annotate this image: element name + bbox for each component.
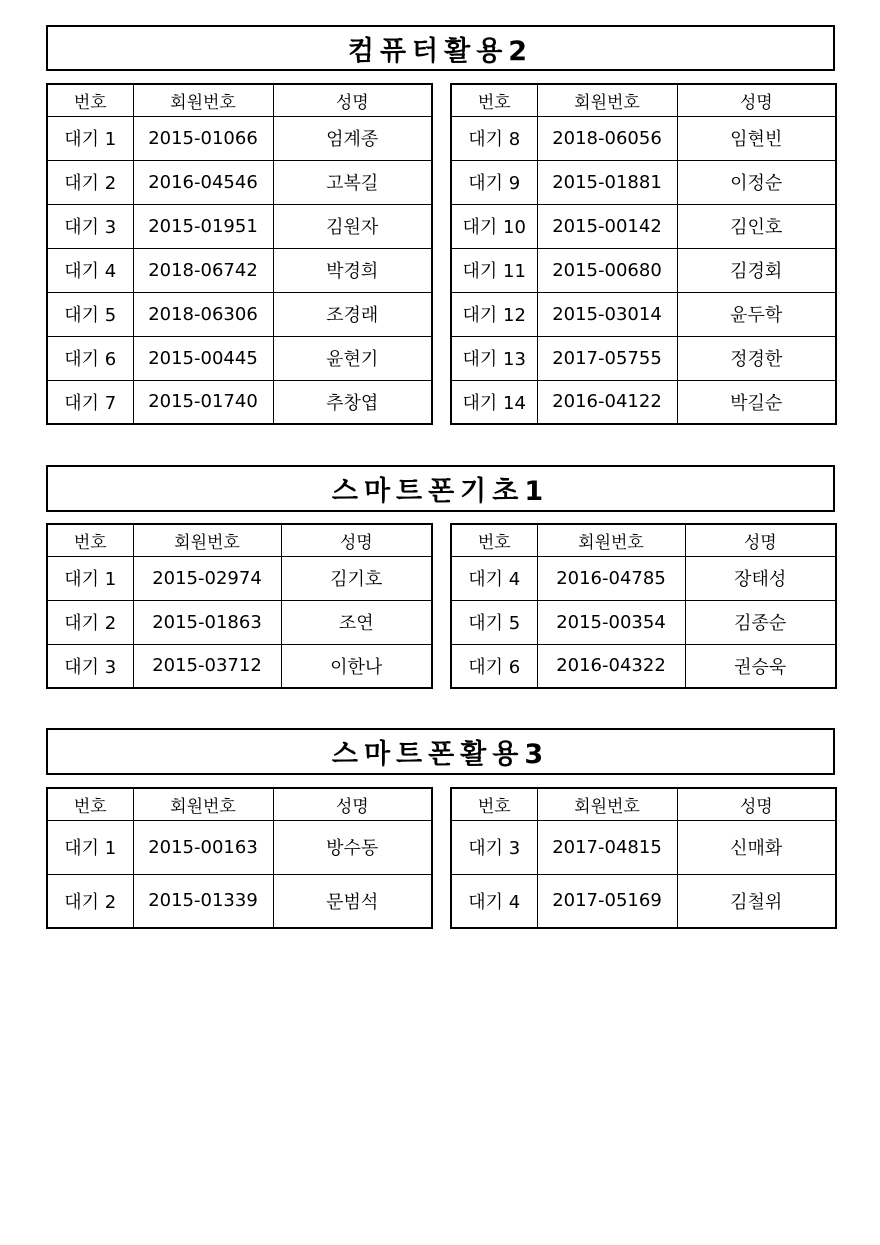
member-id-cell: 2016-04546 — [133, 160, 273, 204]
name-cell: 김인호 — [677, 204, 836, 248]
name-cell: 조경래 — [273, 292, 432, 336]
table-header-row — [451, 524, 836, 556]
name-cell: 방수동 — [273, 820, 432, 874]
number-cell: 대기 3 — [451, 820, 537, 874]
member-id-cell: 2017-04815 — [537, 820, 677, 874]
name-cell: 김경회 — [677, 248, 836, 292]
table-row — [451, 874, 836, 928]
name-cell: 김철위 — [677, 874, 836, 928]
header-number: 번호 — [47, 524, 133, 556]
name-cell: 문범석 — [273, 874, 432, 928]
number-cell: 대기 1 — [47, 556, 133, 600]
section-smartphone-basics-1 — [46, 465, 835, 690]
section-computer-use-2 — [46, 25, 835, 427]
table-header-row — [47, 84, 432, 116]
header-member-id: 회원번호 — [133, 788, 273, 820]
name-cell: 정경한 — [677, 336, 836, 380]
member-id-cell: 2015-01740 — [133, 380, 273, 424]
name-cell: 윤현기 — [273, 336, 432, 380]
header-name: 성명 — [677, 788, 836, 820]
number-cell: 대기 6 — [451, 644, 537, 688]
member-id-cell: 2015-03712 — [133, 644, 281, 688]
header-name: 성명 — [273, 84, 432, 116]
number-cell: 대기 9 — [451, 160, 537, 204]
number-cell: 대기 8 — [451, 116, 537, 160]
table-row — [451, 248, 836, 292]
name-cell: 박길순 — [677, 380, 836, 424]
header-name: 성명 — [273, 788, 432, 820]
member-id-cell: 2015-01881 — [537, 160, 677, 204]
table-row — [47, 820, 432, 874]
table-row — [451, 600, 836, 644]
header-name: 성명 — [281, 524, 432, 556]
number-cell: 대기 5 — [47, 292, 133, 336]
number-cell: 대기 1 — [47, 820, 133, 874]
member-id-cell: 2018-06742 — [133, 248, 273, 292]
member-id-cell: 2016-04785 — [537, 556, 685, 600]
member-id-cell: 2017-05755 — [537, 336, 677, 380]
member-id-cell: 2015-02974 — [133, 556, 281, 600]
name-cell: 권승욱 — [685, 644, 836, 688]
table-header-row — [451, 788, 836, 820]
header-name: 성명 — [685, 524, 836, 556]
header-name: 성명 — [677, 84, 836, 116]
number-cell: 대기 2 — [47, 600, 133, 644]
table-row — [47, 292, 432, 336]
header-number: 번호 — [451, 788, 537, 820]
name-cell: 장태성 — [685, 556, 836, 600]
member-id-cell: 2015-01339 — [133, 874, 273, 928]
number-cell: 대기 14 — [451, 380, 537, 424]
header-member-id: 회원번호 — [537, 788, 677, 820]
waitlist-table-left — [46, 787, 433, 929]
name-cell: 신매화 — [677, 820, 836, 874]
table-row — [451, 644, 836, 688]
name-cell: 박경희 — [273, 248, 432, 292]
number-cell: 대기 2 — [47, 160, 133, 204]
number-cell: 대기 4 — [47, 248, 133, 292]
waitlist-table-right — [450, 787, 837, 929]
name-cell: 이정순 — [677, 160, 836, 204]
header-member-id: 회원번호 — [133, 84, 273, 116]
table-row — [47, 380, 432, 424]
name-cell: 김종순 — [685, 600, 836, 644]
member-id-cell: 2018-06056 — [537, 116, 677, 160]
table-header-row — [47, 788, 432, 820]
name-cell: 김원자 — [273, 204, 432, 248]
table-row — [451, 336, 836, 380]
number-cell: 대기 4 — [451, 874, 537, 928]
member-id-cell: 2015-03014 — [537, 292, 677, 336]
number-cell: 대기 12 — [451, 292, 537, 336]
table-row — [451, 160, 836, 204]
table-row — [47, 336, 432, 380]
waitlist-table-right — [450, 83, 837, 425]
number-cell: 대기 10 — [451, 204, 537, 248]
table-row — [451, 820, 836, 874]
table-row — [47, 600, 432, 644]
name-cell: 추창엽 — [273, 380, 432, 424]
number-cell: 대기 4 — [451, 556, 537, 600]
member-id-cell: 2016-04122 — [537, 380, 677, 424]
member-id-cell: 2015-01066 — [133, 116, 273, 160]
number-cell: 대기 1 — [47, 116, 133, 160]
table-row — [47, 556, 432, 600]
waitlist-table-left — [46, 83, 433, 425]
member-id-cell: 2017-05169 — [537, 874, 677, 928]
number-cell: 대기 3 — [47, 644, 133, 688]
table-row — [47, 248, 432, 292]
header-number: 번호 — [47, 788, 133, 820]
member-id-cell: 2015-00445 — [133, 336, 273, 380]
name-cell: 김기호 — [281, 556, 432, 600]
table-row — [47, 874, 432, 928]
number-cell: 대기 7 — [47, 380, 133, 424]
name-cell: 윤두학 — [677, 292, 836, 336]
section-smartphone-use-3 — [46, 728, 835, 929]
table-row — [47, 116, 432, 160]
name-cell: 조연 — [281, 600, 432, 644]
header-number: 번호 — [451, 84, 537, 116]
member-id-cell: 2015-00142 — [537, 204, 677, 248]
table-row — [451, 204, 836, 248]
member-id-cell: 2018-06306 — [133, 292, 273, 336]
number-cell: 대기 13 — [451, 336, 537, 380]
member-id-cell: 2015-01951 — [133, 204, 273, 248]
section-title: 스마트폰기초1 — [46, 465, 835, 512]
table-row — [47, 160, 432, 204]
member-id-cell: 2015-00680 — [537, 248, 677, 292]
number-cell: 대기 3 — [47, 204, 133, 248]
waitlist-table-left — [46, 523, 433, 689]
section-title: 스마트폰활용3 — [46, 728, 835, 775]
name-cell: 엄계종 — [273, 116, 432, 160]
name-cell: 이한나 — [281, 644, 432, 688]
member-id-cell: 2016-04322 — [537, 644, 685, 688]
header-member-id: 회원번호 — [133, 524, 281, 556]
table-row — [451, 292, 836, 336]
table-row — [451, 116, 836, 160]
member-id-cell: 2015-00163 — [133, 820, 273, 874]
name-cell: 고복길 — [273, 160, 432, 204]
section-title: 컴퓨터활용2 — [46, 25, 835, 71]
table-row — [47, 204, 432, 248]
number-cell: 대기 6 — [47, 336, 133, 380]
table-header-row — [47, 524, 432, 556]
table-header-row — [451, 84, 836, 116]
member-id-cell: 2015-01863 — [133, 600, 281, 644]
header-number: 번호 — [47, 84, 133, 116]
number-cell: 대기 11 — [451, 248, 537, 292]
table-row — [451, 556, 836, 600]
name-cell: 임현빈 — [677, 116, 836, 160]
table-row — [47, 644, 432, 688]
number-cell: 대기 5 — [451, 600, 537, 644]
waitlist-table-right — [450, 523, 837, 689]
number-cell: 대기 2 — [47, 874, 133, 928]
member-id-cell: 2015-00354 — [537, 600, 685, 644]
header-member-id: 회원번호 — [537, 84, 677, 116]
header-member-id: 회원번호 — [537, 524, 685, 556]
table-row — [451, 380, 836, 424]
header-number: 번호 — [451, 524, 537, 556]
